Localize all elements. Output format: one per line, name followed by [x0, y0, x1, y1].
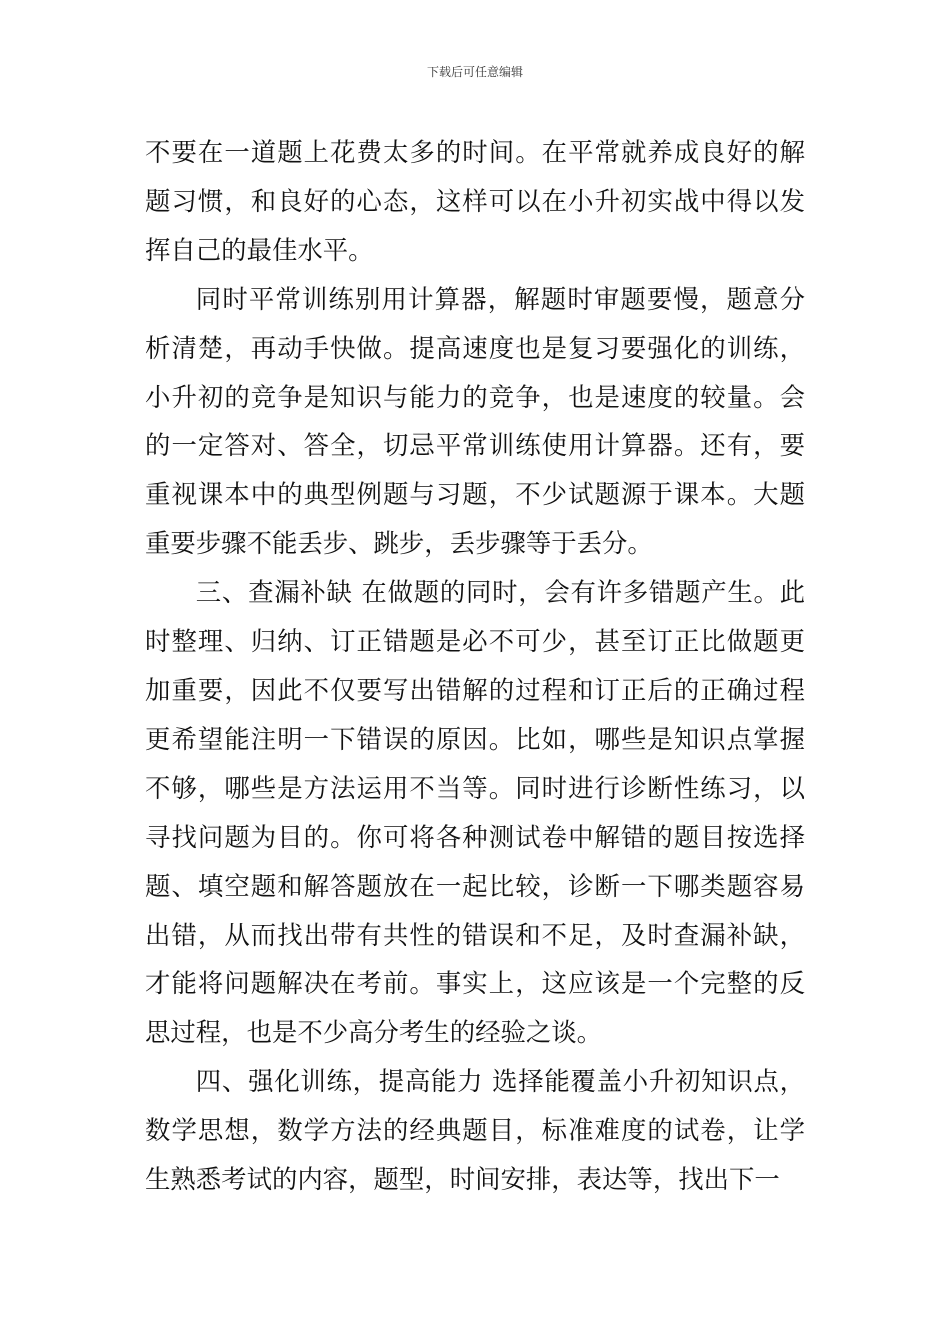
paragraph-4: 四、强化训练，提高能力 选择能覆盖小升初知识点，数学思想，数学方法的经典题目，标准难度的试卷，让学生熟悉考试的内容，题型，时间安排，表达等，找出下一: [145, 1066, 805, 1195]
page-header: 下载后可任意编辑: [426, 65, 523, 79]
paragraph-1: 不要在一道题上花费太多的时间。在平常就养成良好的解题习惯，和良好的心态，这样可以在小升初实战中得以发挥自己的最佳水平。: [145, 137, 805, 265]
paragraph-3: 三、查漏补缺 在做题的同时，会有许多错题产生。此时整理、归纳、订正错题是必不可少，甚至订正比做题更加重要，因此不仅要写出错解的过程和订正后的正确过程更希望能注明一下错误的原因。比如，哪些是知识点掌握不够，哪些是方法运用不当等。同时进行诊断性练习，以寻找问题为目的。你可将各种测试卷中解错的题目按选择题、填空题和解答题放在一起比较，诊断一下哪类题容易出错，从而找出带有共性的错误和不足，及时查漏补缺，才能将问题解决在考前。事实上，这应该是一个完整的反思过程，也是不少高分考生的经验之谈。: [145, 577, 805, 1048]
paragraph-2: 同时平常训练别用计算器，解题时审题要慢，题意分析清楚，再动手快做。提高速度也是复习要强化的训练，小升初的竞争是知识与能力的竞争，也是速度的较量。会的一定答对、答全，切忌平常训练使用计算器。还有，要重视课本中的典型例题与习题，不少试题源于课本。大题重要步骤不能丢步、跳步，丢步骤等于丢分。: [145, 283, 805, 559]
document-body: [145, 128, 805, 1204]
